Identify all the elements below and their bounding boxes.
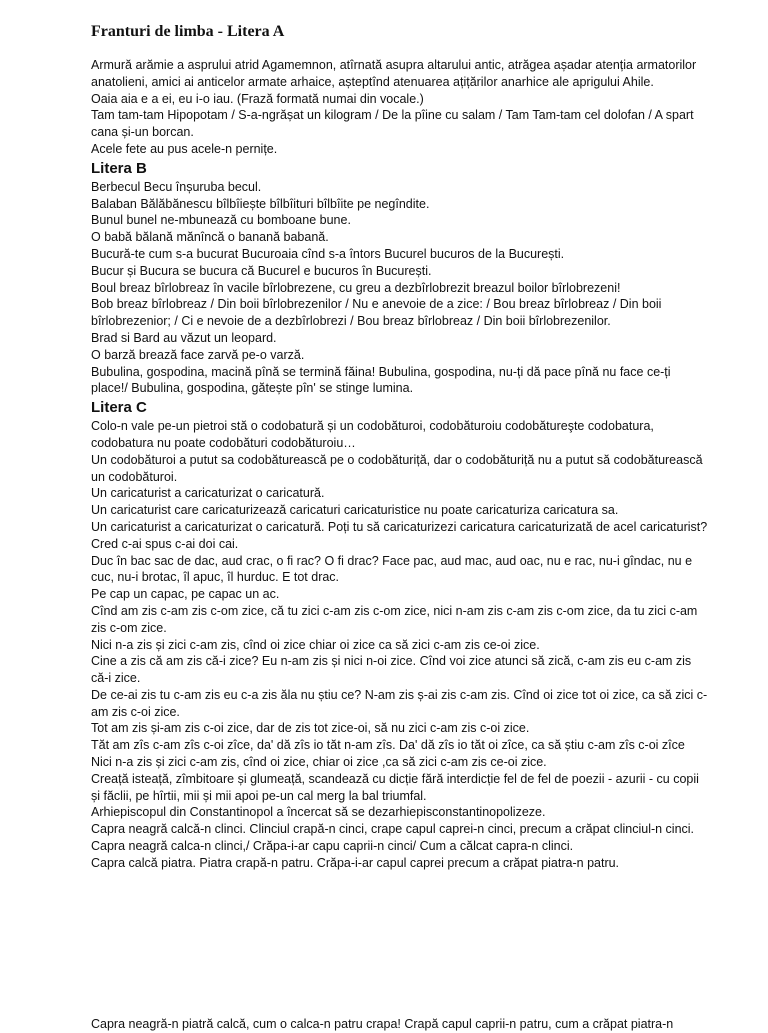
paragraph: Creață isteață, zîmbitoare și glumeață, scandează cu dicție fără interdicție fel de fel de poezii - azurii - cu copii și făclii, pe hîrtii, mii și mii apoi pe-un cal merg la bal triumfal. [91, 771, 699, 803]
paragraph: Bucură-te cum s-a bucurat Bucuroaia cînd s-a întors Bucurel bucuros de la București. [91, 246, 565, 261]
section-heading: Litera B [91, 159, 147, 177]
cut-off-line: Capra neagră-n piatră calcă, cum o calca-n patru crapa! Crapă capul caprii-n patru, cum a crăpat piatra-n [91, 1017, 674, 1031]
section [91, 158, 709, 397]
paragraph: Arhiepiscopul din Constantinopol a încercat să se dezarhiepisconstantinopolizeze. [91, 805, 546, 820]
paragraph: Un caricaturist a caricaturizat o caricatură. [91, 486, 325, 501]
page-title: Franturi de limba - Litera A [91, 23, 285, 40]
paragraph: Bob breaz bîrlobreaz / Din boii bîrlobrezenilor / Nu e anevoie de a zice: / Bou breaz bîrlobreaz / Din boii bîrlobrezenior; / Ci e nevoie de a dezbîrlobrezi / Bou breaz bîrlobreaz / Din boii bîrlobrezenilor. [91, 297, 662, 329]
paragraph: O barză brează face zarvă pe-o varză. [91, 347, 305, 362]
paragraph: Tam tam-tam Hipopotam / S-a-ngrășat un kilogram / De la pîine cu salam / Tam Tam-tam cel dolofan / A spart cana și-un borcan. [91, 108, 694, 140]
paragraph: Un codobăturoi a putut sa codobăturească pe o codobăturiță, dar o codobăturiță nu a putut să codobăturească un codobăturoi. [91, 452, 703, 484]
paragraph: Tot am zis și-am zis c-oi zice, dar de zis tot zice-oi, să nu zici c-am zis c-oi zice. [91, 721, 530, 736]
paragraph: Un caricaturist a caricaturizat o caricatură. Poți tu să caricaturizezi caricatura caricaturizată de acel caricaturist? [91, 519, 708, 534]
paragraph: Bubulina, gospodina, macină pînă se termină făina! Bubulina, gospodina, nu-ți dă pace pînă nu face ce-ți place!/ Bubulina, gospodina, gătește pîn' se stinge lumina. [91, 364, 671, 396]
paragraph: Berbecul Becu înșuruba becul. [91, 179, 262, 194]
paragraph: Capra calcă piatra. Piatra crapă-n patru. Crăpa-i-ar capul caprei precum a crăpat piatra-n patru. [91, 855, 620, 870]
paragraph: Tăt am zîs c-am zîs c-oi zîce, da' dă zîs io tăt n-am zîs. Da' dă zîs io tăt oi zîce, ca să știu c-am zîs c-oi zîce [91, 738, 685, 753]
paragraph: O babă bălană mănîncă o banană babană. [91, 230, 329, 245]
document-body [91, 57, 709, 872]
paragraph: Brad si Bard au văzut un leopard. [91, 330, 277, 345]
paragraph: De ce-ai zis tu c-am zis eu c-a zis ăla nu știu ce? N-am zis ș-ai zis c-am zis. Cînd oi zice tot oi zice, ca să zici c-am zis c-oi zice. [91, 687, 708, 719]
paragraph: Nici n-a zis și zici c-am zis, cînd oi zice chiar oi zice ca să zici c-am zis ce-oi zice. [91, 637, 540, 652]
paragraph: Colo-n vale pe-un pietroi stă o codobatură și un codobăturoi, codobăturoiu codobătureşte codobatura, codobatura nu poate codobături codobăturoiu… [91, 419, 654, 450]
paragraph: Bunul bunel ne-mbunează cu bomboane bune. [91, 213, 351, 228]
paragraph: Acele fete au pus acele-n pernițe. [91, 141, 278, 156]
section [91, 397, 709, 872]
section [91, 57, 709, 158]
paragraph: Cînd am zis c-am zis c-om zice, că tu zici c-am zis c-om zice, nici n-am zis c-am zis c-om zice, da tu zici c-am zis c-om zice. [91, 603, 698, 635]
paragraph: Bucur și Bucura se bucura că Bucurel e bucuros în București. [91, 263, 432, 278]
paragraph: Boul breaz bîrlobreaz în vacile bîrlobrezene, cu greu a dezbîrlobrezit breazul boilor bîrlobrezeni! [91, 280, 621, 295]
paragraph: Duc în bac sac de dac, aud crac, o fi rac? O fi drac? Face pac, aud mac, aud oac, nu e rac, nu-i gîndac, nu e cuc, nu-i brotac, îl apuc, îl hurduc. E tot drac. [91, 553, 693, 585]
paragraph: Cred c-ai spus c-ai doi cai. [91, 536, 239, 551]
paragraph: Nici n-a zis și zici c-am zis, cînd oi zice, chiar oi zice ,ca să zici c-am zis ce-oi zice. [91, 755, 547, 770]
paragraph: Capra neagră calca-n clinci,/ Crăpa-i-ar capu caprii-n cinci/ Cum a călcat capra-n clinci. [91, 839, 574, 854]
paragraph: Armură arămie a asprului atrid Agamemnon, atîrnată asupra altarului antic, atrăgea așadar atenția armatorilor anatolieni, amici ai anticelor armate arhaice, așteptînd atenuarea ațițărilor anarhice ale aprigului Ahile. [91, 58, 697, 89]
paragraph: Cine a zis că am zis că-i zice? Eu n-am zis și nici n-oi zice. Cînd voi zice atunci să zică, c-am zis eu c-am zis că-i zice. [91, 654, 692, 686]
paragraph: Pe cap un capac, pe capac un ac. [91, 587, 280, 602]
paragraph: Balaban Bălăbănescu bîlbîiește bîlbîituri bîlbîite pe negîndite. [91, 196, 430, 211]
paragraph: Un caricaturist care caricaturizează caricaturi caricaturistice nu poate caricaturiza caricatura sa. [91, 503, 619, 518]
paragraph: Capra neagră calcă-n clinci. Clinciul crapă-n cinci, crape capul caprei-n cinci, precum a crăpat clinciul-n cinci. [91, 822, 695, 837]
paragraph: Oaia aia e a ei, eu i-o iau. (Frază formată numai din vocale.) [91, 91, 424, 106]
section-heading: Litera C [91, 399, 147, 417]
